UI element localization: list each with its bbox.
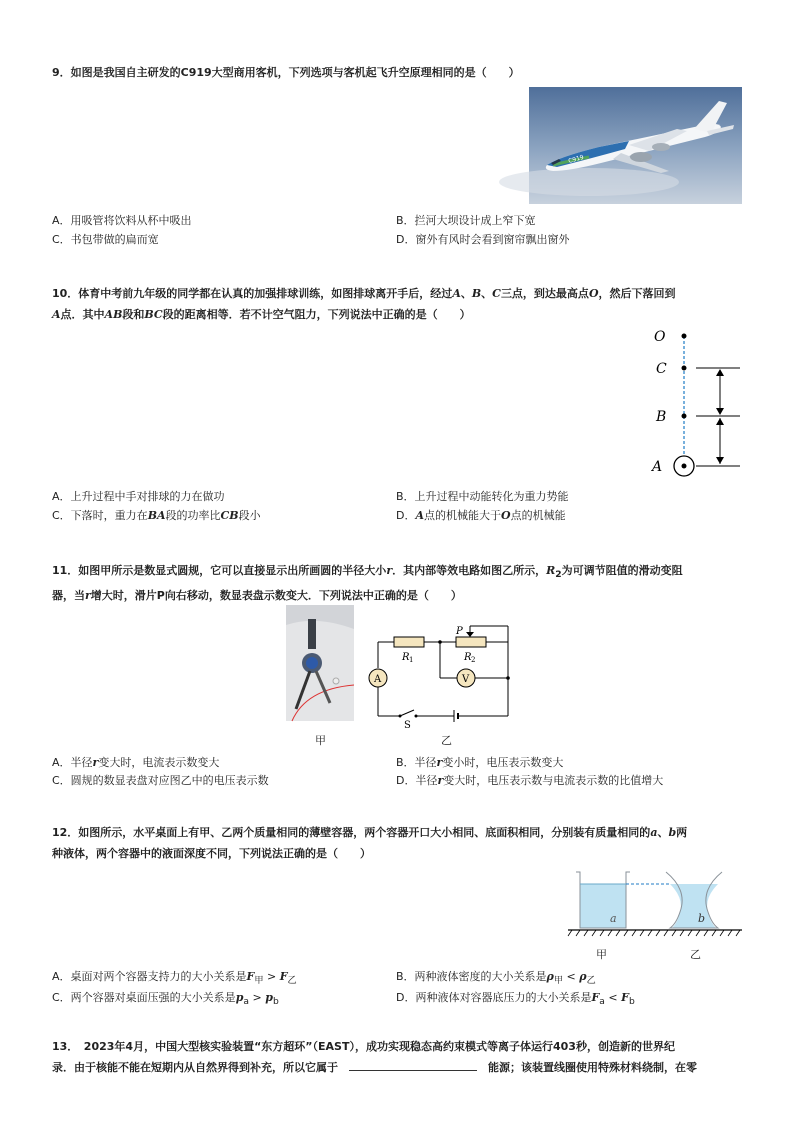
q12-option-d bbox=[396, 991, 635, 1009]
var-r: r bbox=[92, 756, 99, 769]
label-B: B bbox=[656, 409, 667, 425]
option-text: 段小 bbox=[238, 509, 261, 522]
var-O: O bbox=[501, 509, 511, 522]
q10-stem-text: 点．其中 bbox=[60, 308, 105, 321]
c919-photo bbox=[529, 87, 742, 204]
sub-b: b bbox=[272, 996, 279, 1008]
sub-yi: 乙 bbox=[287, 975, 297, 987]
q11-option-a bbox=[52, 756, 219, 770]
q13-stem bbox=[52, 1036, 742, 1078]
q12-option-b bbox=[396, 970, 596, 988]
q11-option-c: C．圆规的数显表盘对应图乙中的电压表示数 bbox=[52, 774, 269, 787]
sub-b: b bbox=[628, 996, 635, 1008]
circuit-diagram bbox=[362, 620, 522, 731]
var-CB: CB bbox=[220, 509, 239, 522]
var-rho: ρ bbox=[546, 970, 554, 983]
symbol-lt: < bbox=[563, 970, 580, 983]
q9-option-a: A．用吸管将饮料从杯中吸出 bbox=[52, 214, 192, 227]
option-text: 变大时，电压表示数与电流表示数的比值增大 bbox=[443, 774, 664, 787]
option-text: A．半径 bbox=[52, 756, 93, 769]
option-text: 点的机械能大于 bbox=[424, 509, 502, 522]
q12-stem-text: 种液体，两个容器中的液面深度不同，下列说法正确的是（ ） bbox=[52, 847, 371, 860]
c919-fuselage-mark: C919 bbox=[567, 153, 585, 165]
var-a: a bbox=[650, 826, 658, 839]
var-BA: BA bbox=[147, 509, 166, 522]
var-O: O bbox=[588, 287, 599, 300]
option-text: C．下落时，重力在 bbox=[52, 509, 148, 522]
switch-label: S bbox=[404, 720, 411, 731]
var-r: r bbox=[386, 564, 393, 577]
q11-stem-text: 11．如图甲所示是数显式圆规，它可以直接显示出所画圆的半径大小 bbox=[52, 564, 387, 577]
q11-option-b bbox=[396, 756, 563, 770]
q10-stem-text: 、 bbox=[460, 287, 472, 300]
q11-stem-text: ．其内部等效电路如图乙所示， bbox=[392, 564, 547, 577]
symbol-gt: > bbox=[263, 970, 280, 983]
q12-stem-text: 两 bbox=[676, 826, 688, 839]
var-b: b bbox=[668, 826, 677, 839]
q13-stem-text: 录．由于核能不能在短期内从自然界得到补充，所以它属于 bbox=[52, 1061, 338, 1074]
var-r: r bbox=[85, 589, 91, 603]
var-p: p bbox=[235, 991, 244, 1004]
q10-stem-text: 段的距离相等．若不计空气阻力，下列说法中正确的是（ ） bbox=[162, 308, 471, 321]
option-text: C．两个容器对桌面压强的大小关系是 bbox=[52, 991, 236, 1004]
option-text: D． bbox=[396, 509, 416, 522]
sub-a: a bbox=[599, 996, 605, 1008]
symbol-gt: > bbox=[249, 991, 266, 1004]
q9-option-c: C．书包带做的扁而宽 bbox=[52, 233, 159, 246]
q12-stem bbox=[52, 822, 742, 864]
q9-stem: 9．如图是我国自主研发的C919大型商用客机，下列选项与客机起飞升空原理相同的是（ ） bbox=[52, 66, 520, 79]
containers-diagram bbox=[566, 868, 744, 940]
digital-compass-photo bbox=[286, 605, 354, 721]
q10-stem-text: ，然后下落回到 bbox=[598, 287, 676, 300]
option-text: 变小时，电压表示数变大 bbox=[442, 756, 564, 769]
var-BC: BC bbox=[144, 308, 163, 321]
label-R1-sub: 1 bbox=[409, 656, 414, 664]
label-O: O bbox=[654, 329, 666, 345]
var-R2: R bbox=[546, 564, 556, 577]
label-A: A bbox=[652, 459, 663, 475]
option-text: 段的功率比 bbox=[165, 509, 221, 522]
label-R2: R bbox=[464, 652, 472, 663]
var-r: r bbox=[437, 774, 444, 787]
var-A: A bbox=[415, 509, 425, 522]
symbol-lt: < bbox=[604, 991, 622, 1004]
voltmeter-label: V bbox=[462, 674, 470, 685]
q11-caption-left: 甲 bbox=[315, 734, 326, 747]
q9-option-d: D．窗外有风时会看到窗帘飘出窗外 bbox=[396, 233, 570, 246]
var-A: A bbox=[452, 287, 461, 300]
q13-answer-blank[interactable] bbox=[349, 1058, 477, 1071]
var-p: p bbox=[265, 991, 273, 1004]
q10-stem-text: 三点，到达最高点 bbox=[500, 287, 589, 300]
var-F: F bbox=[279, 970, 288, 983]
q10-option-b: B．上升过程中动能转化为重力势能 bbox=[396, 490, 569, 503]
q10-stem-text: 、 bbox=[481, 287, 493, 300]
q10-stem-text: 段和 bbox=[122, 308, 145, 321]
q11-stem bbox=[52, 560, 742, 606]
option-text: D．两种液体对容器底压力的大小关系是 bbox=[396, 991, 592, 1004]
var-B: B bbox=[471, 287, 482, 300]
volleyball-diagram bbox=[646, 322, 746, 482]
ammeter-label: A bbox=[374, 674, 382, 685]
option-text: B．两种液体密度的大小关系是 bbox=[396, 970, 547, 983]
q12-option-c bbox=[52, 991, 279, 1009]
label-R2-sub: 2 bbox=[471, 656, 476, 664]
var-A: A bbox=[52, 308, 61, 321]
q12-option-a bbox=[52, 970, 297, 988]
q10-stem bbox=[52, 283, 742, 325]
option-text: D．半径 bbox=[396, 774, 438, 787]
sub-jia: 甲 bbox=[553, 975, 564, 987]
q12-stem-text: 12．如图所示，水平桌面上有甲、乙两个质量相同的薄壁容器，两个容器开口大小相同、底面积相同，分别装有质量相同的 bbox=[52, 826, 651, 839]
var-r: r bbox=[436, 756, 443, 769]
q9-option-b: B．拦河大坝设计成上窄下宽 bbox=[396, 214, 536, 227]
q10-option-d bbox=[396, 509, 566, 523]
q11-stem-text: 增大时，滑片P向右移动，数显表盘示数变大．下列说法中正确的是（ ） bbox=[90, 589, 462, 603]
sub-yi: 乙 bbox=[586, 975, 596, 987]
q10-stem-text: 10．体育中考前九年级的同学都在认真的加强排球训练，如图排球离开手后，经过 bbox=[52, 287, 453, 300]
var-F: F bbox=[246, 970, 255, 983]
sub-jia: 甲 bbox=[254, 975, 264, 987]
q11-option-d bbox=[396, 774, 663, 788]
var-AB: AB bbox=[104, 308, 123, 321]
option-text: 变大时，电流表示数变大 bbox=[98, 756, 220, 769]
option-text: B．半径 bbox=[396, 756, 437, 769]
q13-stem-text: 能源；该装置线圈使用特殊材料绕制，在零 bbox=[488, 1061, 697, 1074]
q12-caption-left: 甲 bbox=[596, 948, 607, 961]
liquid-b-label: b bbox=[698, 912, 706, 925]
var-rho: ρ bbox=[579, 970, 587, 983]
q11-stem-text: 为可调节阻值的滑动变阻 bbox=[561, 564, 683, 577]
var-R2-sub: 2 bbox=[555, 569, 562, 581]
label-R1: R bbox=[402, 652, 410, 663]
var-F: F bbox=[591, 991, 600, 1004]
label-P: P bbox=[456, 626, 463, 637]
q10-option-a: A．上升过程中手对排球的力在做功 bbox=[52, 490, 225, 503]
liquid-a-label: a bbox=[610, 912, 617, 925]
q12-caption-right: 乙 bbox=[690, 948, 701, 961]
option-text: A．桌面对两个容器支持力的大小关系是 bbox=[52, 970, 247, 983]
var-C: C bbox=[492, 287, 501, 300]
q11-stem-text: 器，当 bbox=[52, 589, 85, 603]
q11-caption-right: 乙 bbox=[441, 734, 452, 747]
q13-stem-text: 13． 2023年4月，中国大型核实验装置“东方超环”（EAST），成功实现稳态高约束模式等离子体运行403秒，创造新的世界纪 bbox=[52, 1040, 675, 1053]
var-F: F bbox=[621, 991, 629, 1004]
option-text: 点的机械能 bbox=[510, 509, 566, 522]
sub-a: a bbox=[243, 996, 250, 1008]
q12-stem-text: 、 bbox=[657, 826, 669, 839]
q10-option-c bbox=[52, 509, 261, 523]
label-C: C bbox=[656, 361, 667, 377]
